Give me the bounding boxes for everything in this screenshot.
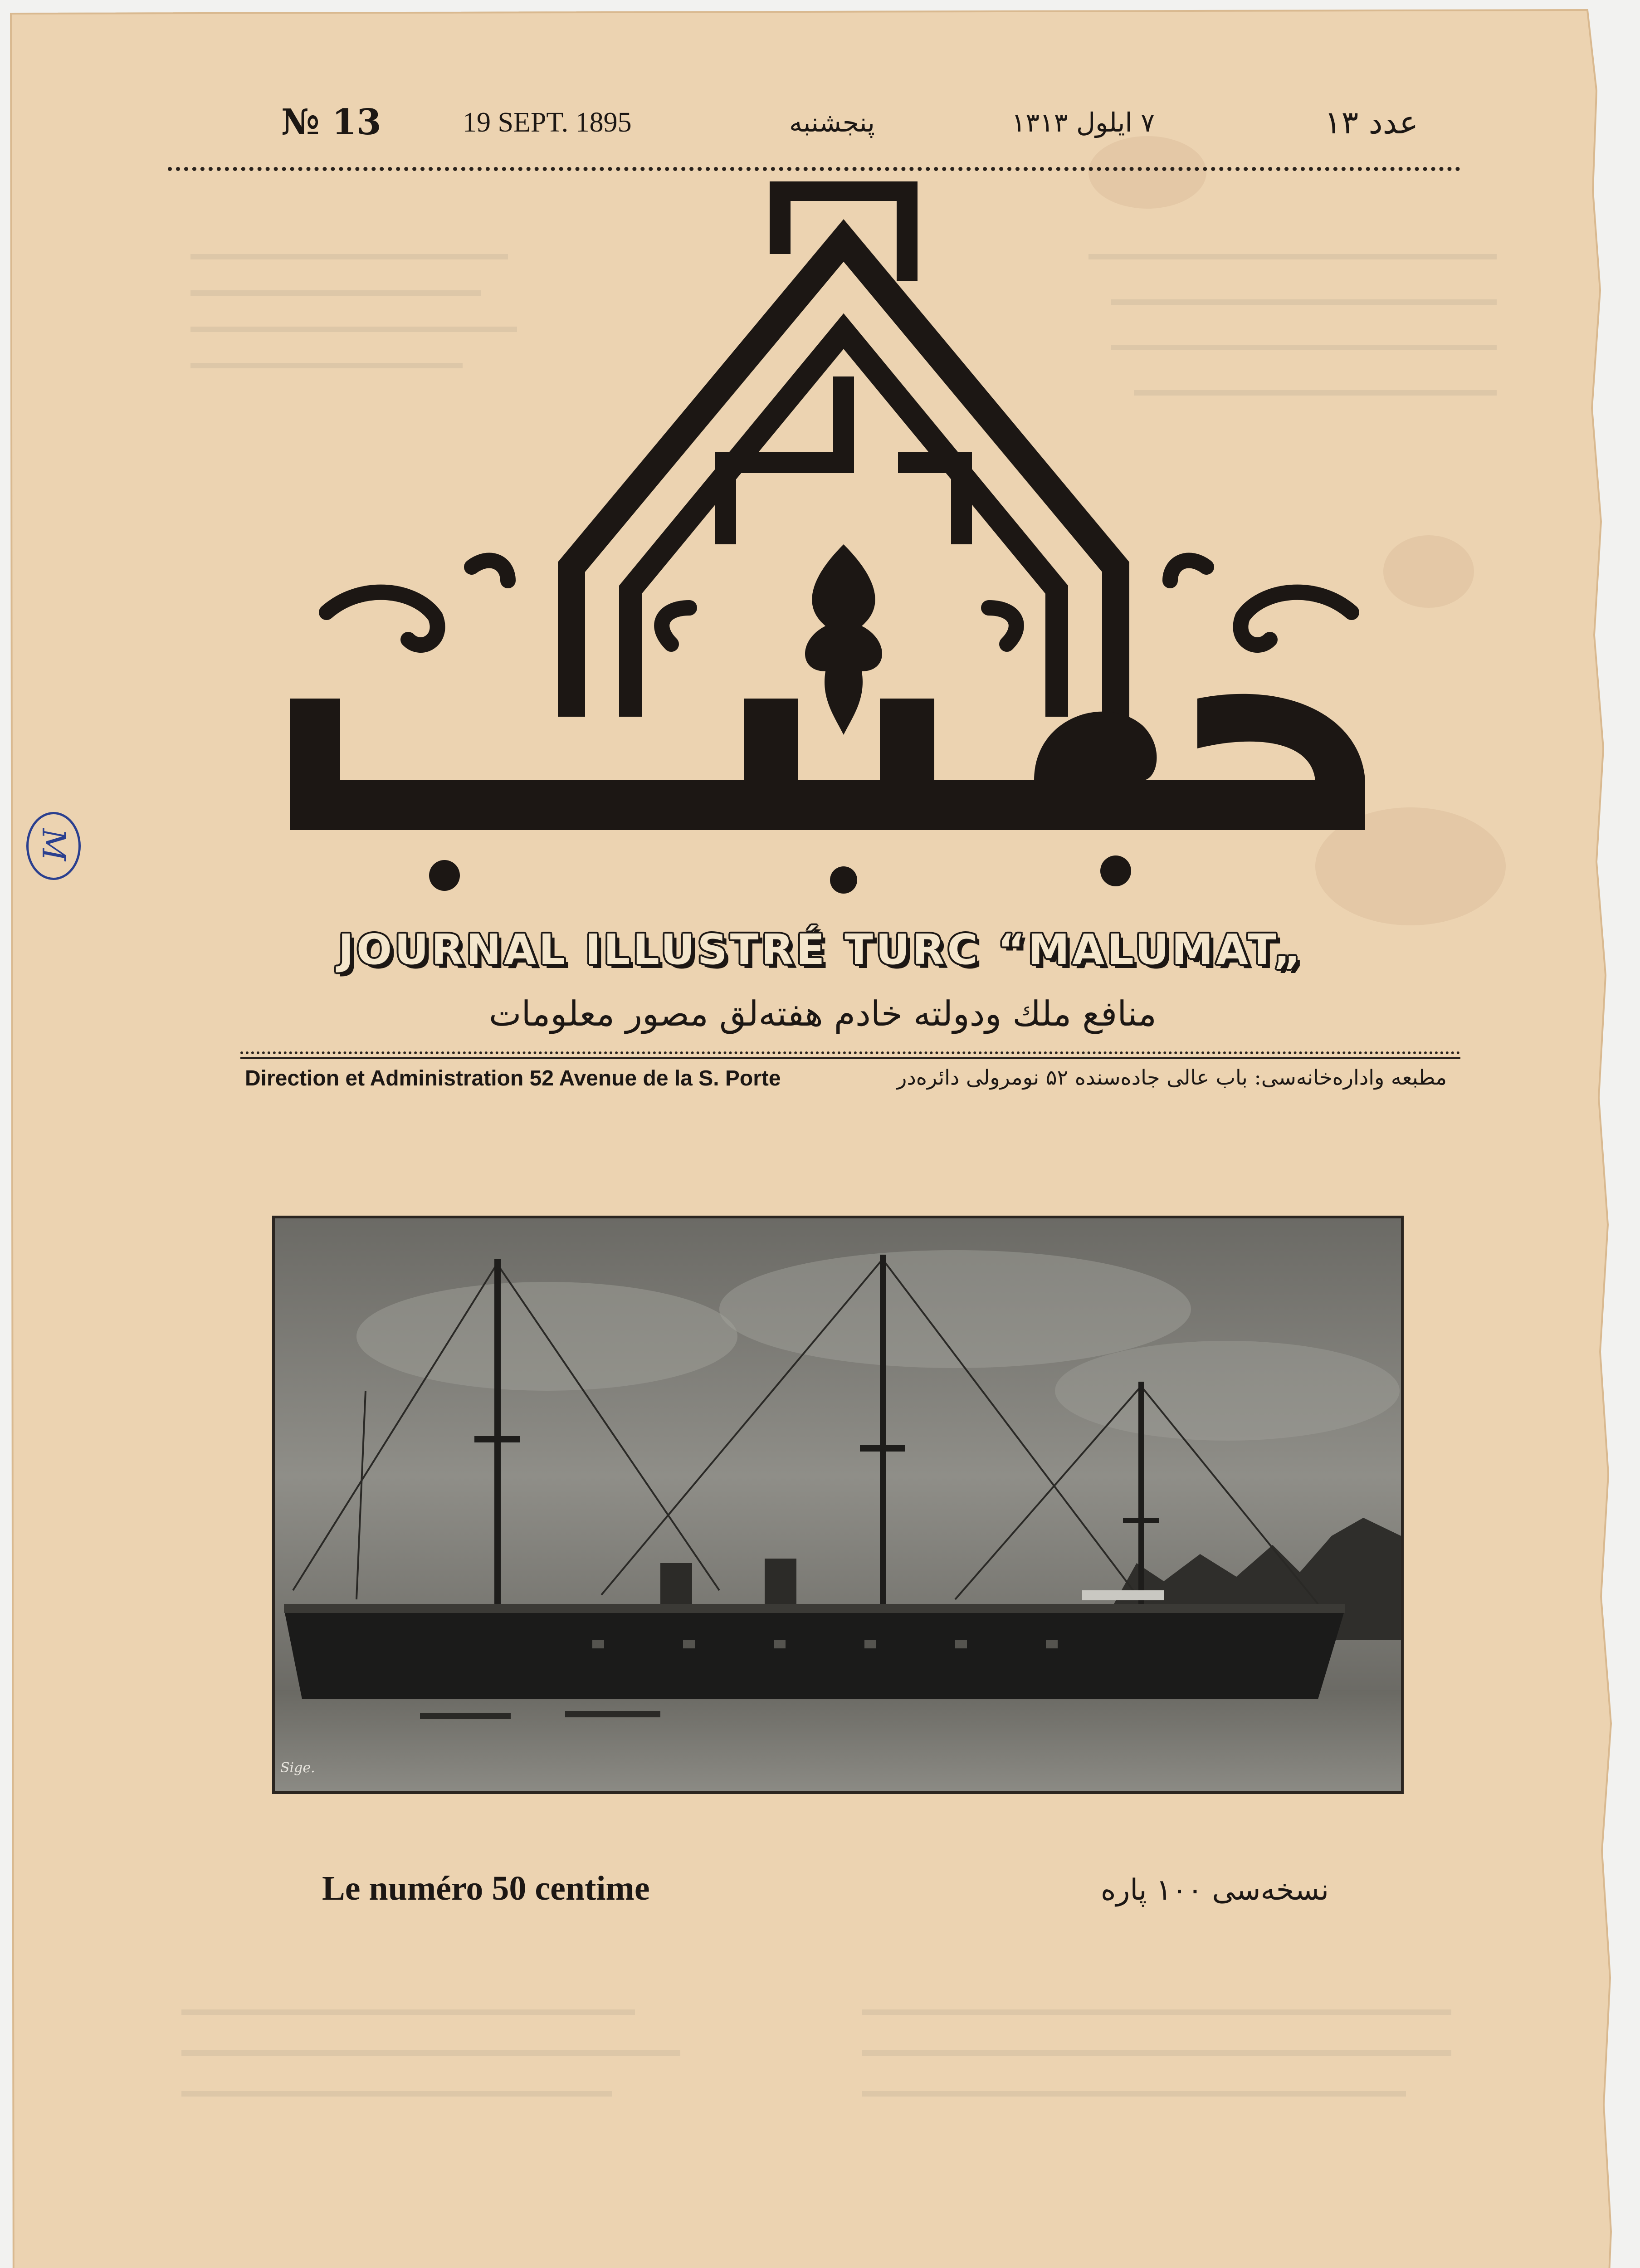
address-ottoman: مطبعه واداره‌خانه‌سی: باب عالی جاده‌سنده ۵۲ نومرولی دائره‌در [897, 1065, 1447, 1090]
bleed-through-line [862, 2050, 1451, 2056]
header-dotted-rule [168, 167, 1460, 171]
date-ottoman: ۷ ايلول ۱۳۱۳ [1011, 107, 1155, 138]
warship-photograph [272, 1216, 1404, 1794]
weekday-ottoman: پنجشنبه [789, 107, 875, 138]
library-stamp [26, 812, 81, 880]
bleed-through-line [181, 2009, 635, 2015]
library-stamp-text: M [35, 828, 72, 861]
date-fr: 19 SEPT. 1895 [463, 107, 632, 138]
address-fr: Direction et Administration 52 Avenue de la S. Porte [245, 1066, 781, 1090]
masthead-subtitle-ottoman: منافع ملك ودولته خادم هفته‌لق مصور معلومات [488, 993, 1157, 1034]
warship-image [275, 1218, 1401, 1791]
bleed-through-line [181, 2091, 612, 2097]
bleed-through-line [181, 2050, 680, 2056]
photo-signature: Sige. [280, 1760, 315, 1776]
price-ottoman: نسخه‌سی ۱۰۰ پاره [1100, 1873, 1329, 1907]
price-fr: Le numéro 50 centime [322, 1869, 650, 1907]
issue-number-ottoman: عدد ۱۳ [1324, 104, 1419, 141]
masthead-logo [254, 181, 1424, 925]
masthead-rule [240, 1057, 1460, 1059]
masthead-dotted-rule [240, 1051, 1460, 1054]
masthead-subtitle-fr: JOURNAL ILLUSTRÉ TURC “MALUMAT„ [338, 925, 1304, 974]
bleed-through-line [862, 2009, 1451, 2015]
issue-number-fr: № 13 [281, 102, 381, 143]
bleed-through-line [862, 2091, 1406, 2097]
